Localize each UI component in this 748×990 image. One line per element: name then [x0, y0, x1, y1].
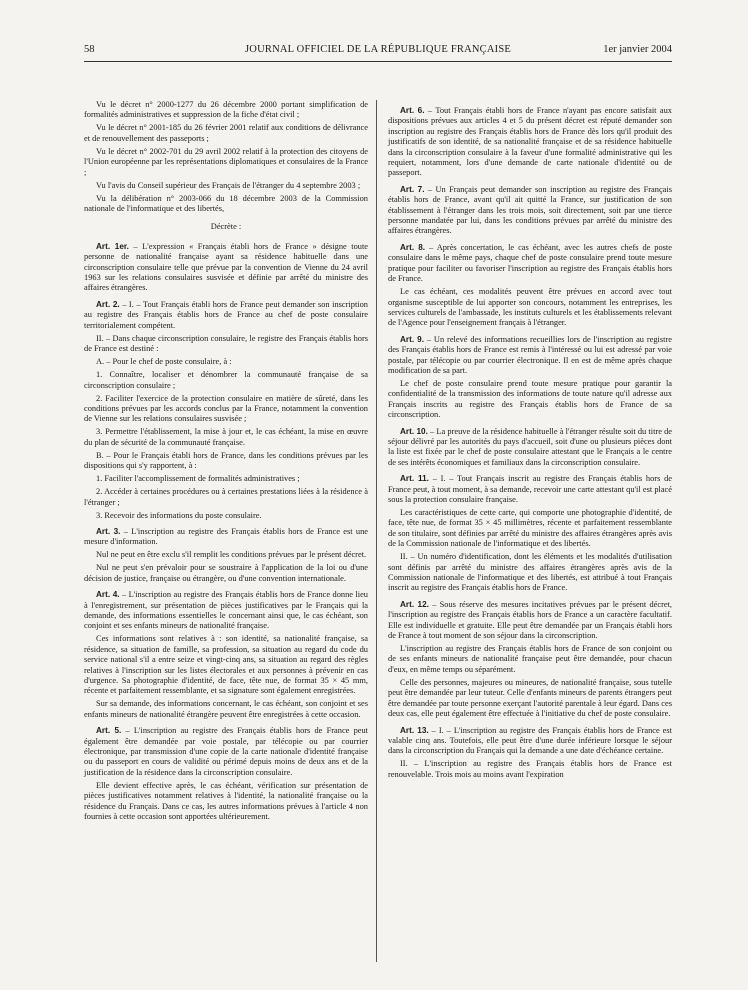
- paragraph-text: Les caractéristiques de cette carte, qui comporte une photographie d'identité, de face, tête nue, de format 35 × 45 millimètres, récente et parfaitement ressemblante de son titulaire, sont définies par arrêté du ministre des affaires étrangères après avis de la Commission nationale de l'informatique et des libertés.: [388, 508, 672, 549]
- paragraph-text: B. – Pour le Français établi hors de France, dans les conditions prévues par les dispositions qui s'y rapportent, à :: [84, 450, 368, 471]
- article-number: Art. 3.: [96, 526, 121, 536]
- paragraph-text: – L'inscription au registre des Français établis hors de France est une mesure d'information.: [84, 526, 368, 547]
- paragraph-text: – Un Français peut demander son inscription au registre des Français établis hors de France, avant qu'il ait quitté la France, sur justification de son établissement à l'étranger dans les trois mois, soit directement, soit par une tierce personne mandatée par lui, dans les conditions prévues par arrêté du ministre des affaires étrangères.: [388, 184, 672, 236]
- article-paragraph: [388, 106, 672, 179]
- paragraph: [84, 634, 368, 696]
- paragraph-text: A. – Pour le chef de poste consulaire, à :: [96, 357, 232, 367]
- article-paragraph: [388, 726, 672, 757]
- paragraph-text: L'inscription au registre des Français établis hors de France de son conjoint ou de ses enfants mineurs de nationalité française peut être demandée, pour chacun d'eux, en même temps ou séparément.: [388, 644, 672, 674]
- issue-date: 1er janvier 2004: [603, 44, 672, 55]
- paragraph-text: II. – Un numéro d'identification, dont les éléments et les modalités d'utilisation sont définis par arrêté du ministre des affaires étrangères après avis de la Commission nationale de l'informatique et des libertés, est attribué à tout Français inscrit au registre des Français établis hors de France.: [388, 552, 672, 593]
- paragraph: [84, 511, 368, 521]
- article-number: Art. 9.: [400, 334, 424, 344]
- paragraph-text: Vu l'avis du Conseil supérieur des Français de l'étranger du 4 septembre 2003 ;: [96, 180, 361, 190]
- article-paragraph: [388, 335, 672, 377]
- paragraph-text: – I. – Tout Français inscrit au registre des Français établis hors de France peut, à tout moment, à sa demande, recevoir une carte attestant qu'il est placé sous la protection consulaire française.: [388, 474, 672, 504]
- paragraph-text: II. – L'inscription au registre des Français établis hors de France est renouvelable. Trois mois au moins avant l'expiration: [388, 759, 672, 779]
- paragraph-text: Le cas échéant, ces modalités peuvent être prévues en accord avec tout organisme susceptible de lui apporter son concours, notamment les entreprises, les services culturels de l'ambassade, les instituts culturels et les établissements relevant de l'Agence pour l'enseignement français à l'étranger.: [388, 287, 672, 328]
- paragraph: [388, 287, 672, 329]
- paragraph-text: – I. – Tout Français établi hors de France peut demander son inscription au registre des Français établis hors de France au chef de poste consulaire territorialement compétent.: [84, 299, 368, 330]
- article-paragraph: [388, 427, 672, 469]
- paragraph-text: Vu le décret n° 2002-701 du 29 avril 2002 relatif à la protection des citoyens de l'Union européenne par les représentations diplomatiques et consulaires de la France ;: [84, 146, 368, 177]
- article-number: Art. 6.: [400, 106, 425, 115]
- paragraph-text: Nul ne peut en être exclu s'il remplit les conditions prévues par le présent décret.: [96, 550, 367, 560]
- page-header: [84, 44, 672, 62]
- paragraph: [388, 552, 672, 594]
- right-column: [388, 100, 672, 783]
- article-number: Art. 12.: [400, 599, 429, 609]
- paragraph-text: Vu le décret n° 2001-185 du 26 février 2001 relatif aux conditions de délivrance et de renouvellement des passeports ;: [84, 123, 368, 143]
- paragraph-text: 3. Permettre l'établissement, la mise à jour et, le cas échéant, la mise en œuvre du plan de sécurité de la communauté française.: [84, 427, 368, 447]
- paragraph: [84, 563, 368, 584]
- paragraph-text: 1. Faciliter l'accomplissement de formalités administratives ;: [96, 474, 300, 484]
- paragraph: [84, 487, 368, 508]
- paragraph: [84, 194, 368, 215]
- article-number: Art. 7.: [400, 184, 425, 194]
- paragraph-text: – I. – L'inscription au registre des Français établis hors de France est valable cinq ans. Toutefois, elle peut être d'une durée inférieure lorsque le séjour dans la circonscription du Français qui la demande a une date d'échéance certaine.: [388, 725, 672, 756]
- article-paragraph: [388, 185, 672, 237]
- paragraph-text: – L'expression « Français établi hors de France » désigne toute personne de nationalité française ayant sa résidence habituelle dans une circonscription consulaire telle que prévue par la convention de Vienne du 24 avril 1963 sur les relations consulaires susvisée et définie par arrêté du ministre des affaires étrangères.: [84, 241, 368, 293]
- paragraph: [84, 370, 368, 391]
- article-paragraph: [388, 600, 672, 642]
- paragraph: [84, 451, 368, 472]
- article-paragraph: [84, 300, 368, 331]
- paragraph-text: Ces informations sont relatives à : son identité, sa nationalité française, sa résidence, sa situation de famille, sa profession, sa situation au regard du code du service national s'il a entre seize et vingt-cinq ans, sa situation au regard des règles relatives à l'inscription sur les listes électorales et aux personnes à prévenir en cas d'urgence. Sa photographie d'identité, de face, tête nue, de format 35 × 45 mm, récente et parfaitement ressemblante, et sa signature sont également enregistrées.: [84, 634, 368, 696]
- article-number: Art. 4.: [96, 590, 120, 600]
- paragraph: [388, 508, 672, 550]
- paragraph: [84, 699, 368, 720]
- paragraph: [84, 550, 368, 560]
- article-number: Art. 2.: [96, 299, 120, 309]
- decree-heading: [84, 222, 368, 232]
- paragraph: [388, 678, 672, 720]
- paragraph: [84, 100, 368, 121]
- article-number: Art. 8.: [400, 242, 426, 252]
- paragraph: [388, 759, 672, 780]
- paragraph-text: – L'inscription au registre des Français établis hors de France donne lieu à l'enregistrement, sur présentation de pièces justificatives par le Français qui la demande, des informations essentielles le concernant ainsi que, le cas échéant, son conjoint et ses enfants mineurs de nationalité française.: [84, 590, 368, 631]
- decree-heading-text: Décrète :: [210, 222, 242, 232]
- paragraph-text: II. – Dans chaque circonscription consulaire, le registre des Français établis hors de France est destiné :: [84, 333, 368, 354]
- paragraph: [84, 357, 368, 367]
- article-paragraph: [388, 243, 672, 285]
- paragraph-text: Celle des personnes, majeures ou mineures, de nationalité française, sous tutelle peut être demandée par leur tuteur. Celle d'enfants mineurs de parents étrangers peut être demandée par toute personne exerçant l'autorité parentale à leur égard. Dans ces deux cas, elle peut également être effectuée à l'initiative du chef de poste consulaire.: [388, 677, 672, 719]
- header-rule: [84, 61, 672, 62]
- column-divider: [376, 100, 377, 962]
- article-number: Art. 13.: [400, 725, 429, 735]
- paragraph: [388, 644, 672, 675]
- paragraph: [84, 427, 368, 448]
- paragraph: [84, 123, 368, 144]
- paragraph-text: – Un relevé des informations recueillies lors de l'inscription au registre des Français établis hors de France est remis à l'intéressé ou lui est adressé par voie postale, par télécopie ou par courrier électronique. Il en est de même après chaque modification de sa part.: [388, 334, 672, 375]
- paragraph-text: 3. Recevoir des informations du poste consulaire.: [96, 510, 262, 520]
- article-paragraph: [388, 474, 672, 505]
- article-number: Art. 11.: [400, 474, 429, 484]
- article-paragraph: [84, 590, 368, 632]
- paragraph: [84, 334, 368, 355]
- paragraph-text: Vu la délibération n° 2003-066 du 18 décembre 2003 de la Commission nationale de l'informatique et des libertés,: [84, 193, 368, 214]
- article-paragraph: [84, 242, 368, 294]
- paragraph-text: 2. Accéder à certaines procédures ou à certaines prestations liées à la résidence à l'étranger ;: [84, 487, 368, 507]
- article-number: Art. 1er.: [96, 241, 129, 251]
- article-paragraph: [84, 527, 368, 548]
- journal-title: JOURNAL OFFICIEL DE LA RÉPUBLIQUE FRANÇAISE: [245, 44, 511, 55]
- paragraph: [84, 474, 368, 484]
- paragraph-text: Vu le décret n° 2000-1277 du 26 décembre 2000 portant simplification de formalités administratives et suppression de la fiche d'état civil ;: [84, 100, 368, 120]
- paragraph-text: Elle devient effective après, le cas échéant, vérification sur présentation de pièces justificatives notamment relatives à l'identité, la nationalité française ou la résidence du Français. Dans ce cas, les autres informations prévues à l'article 4 non fournies à cette occasion sont apportées ultérieurement.: [84, 780, 368, 822]
- article-paragraph: [84, 726, 368, 778]
- article-number: Art. 10.: [400, 426, 428, 436]
- paragraph: [84, 394, 368, 425]
- article-number: Art. 5.: [96, 726, 122, 736]
- paragraph-text: 2. Faciliter l'exercice de la protection consulaire en matière de sûreté, dans les conditions prévues par les accords conclus par la France, notamment la convention de Vienne sur les relations consulaires susvisée ;: [84, 393, 368, 424]
- left-column: [84, 100, 368, 825]
- paragraph-text: – L'inscription au registre des Français établis hors de France peut également être demandée par voie postale, par télécopie ou par courrier électronique, par transmission d'une copie de la carte nationale d'identité française ou du passeport en cours de validité ou périmé depuis moins de deux ans et de la justification de la résidence dans la circonscription consulaire.: [84, 726, 368, 777]
- paragraph-text: – La preuve de la résidence habituelle à l'étranger résulte soit du titre de séjour délivré par les autorités du pays d'accueil, soit d'une ou plusieurs pièces dont la liste est fixée par le chef de poste consulaire attestant que le Français a le centre de ses intérêts économiques et familiaux dans la circonscription consulaire.: [388, 426, 672, 467]
- paragraph-text: – Après concertation, le cas échéant, avec les autres chefs de poste consulaire dans le même pays, chaque chef de poste consulaire prend toute mesure pratique pour faciliter ou favoriser l'inscription au registre des Français établis hors de France.: [388, 242, 672, 284]
- paragraph-text: – Sous réserve des mesures incitatives prévues par le présent décret, l'inscription au registre des Français établis hors de France a un caractère facultatif. Elle est individuelle et gratuite. Elle peut être demandée par un Français établi hors de France à tout moment de son séjour dans la circonscription.: [388, 599, 673, 641]
- paragraph-text: – Tout Français établi hors de France n'ayant pas encore satisfait aux dispositions prévues aux articles 4 et 5 du présent décret est réputé demander son inscription au registre des Français établis hors de France dès lors qu'il produit des justificatifs de son identité, de sa nationalité française et de sa résidence habituelle dans la circonscription consulaire à la faveur d'une formalité administrative qui les requiert, notamment, lors d'une demande de carte nationale d'identité ou de passeport.: [388, 106, 672, 178]
- paragraph-text: 1. Connaître, localiser et dénombrer la communauté française de sa circonscription consulaire ;: [84, 370, 368, 390]
- paragraph: [388, 379, 672, 421]
- paragraph: [84, 781, 368, 823]
- page-number: 58: [84, 44, 95, 55]
- paragraph: [84, 181, 368, 191]
- paragraph-text: Nul ne peut s'en prévaloir pour se soustraire à l'application de la loi ou d'une décision de justice, française ou étrangère, ou d'une convention internationale.: [84, 563, 368, 583]
- paragraph: [84, 147, 368, 178]
- paragraph-text: Le chef de poste consulaire prend toute mesure pratique pour garantir la confidentialité de la transmission des informations de toute nature qu'il adresse aux Français inscrits au registre des Français établis hors de France de sa circonscription.: [388, 378, 672, 420]
- paragraph-text: Sur sa demande, des informations concernant, le cas échéant, son conjoint et ses enfants mineurs de nationalité étrangère peuvent être enregistrées à cette occasion.: [84, 699, 368, 719]
